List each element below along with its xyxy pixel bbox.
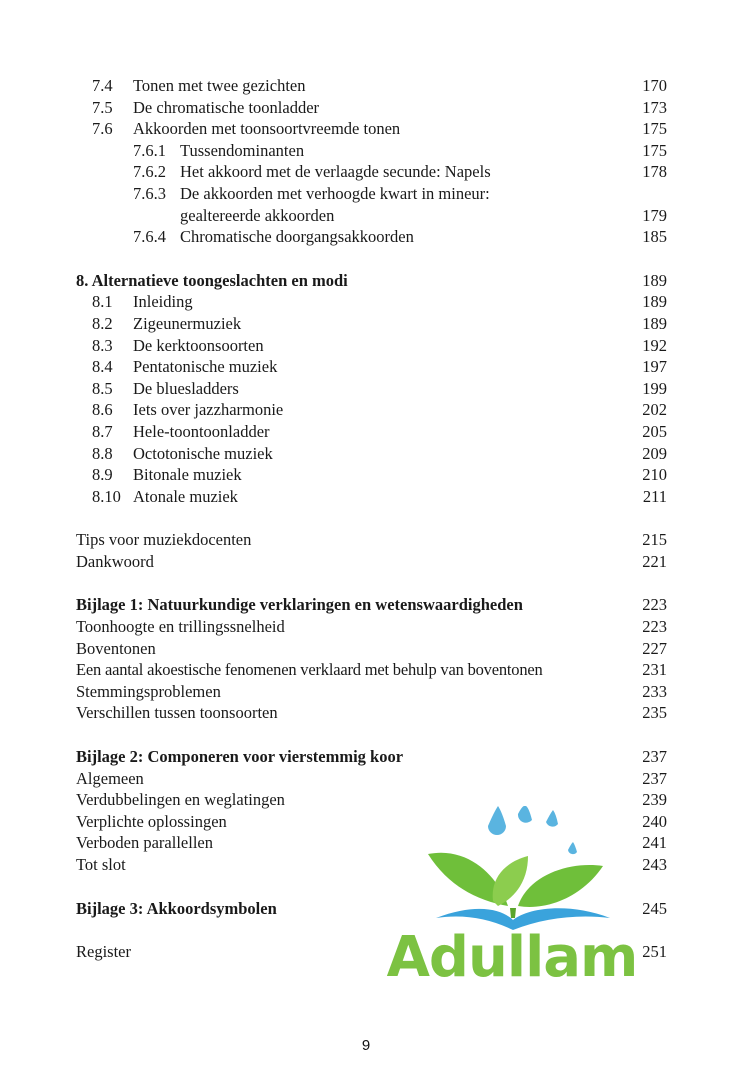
toc-entry-page: 237	[642, 747, 667, 767]
toc-entry	[0, 75, 732, 97]
chapter-heading	[0, 270, 732, 292]
toc-entry	[0, 161, 732, 183]
toc-entry-title: Stemmingsproblemen	[76, 681, 221, 701]
toc-entry	[0, 140, 732, 162]
toc-entry	[0, 356, 732, 378]
toc-entry-page: 175	[642, 140, 667, 160]
toc-entry-page: 170	[642, 76, 667, 95]
toc-entry	[0, 616, 732, 638]
toc-entry-page: 189	[642, 270, 667, 290]
toc-entry-page: 202	[642, 400, 667, 420]
toc-entry-page: 237	[642, 768, 667, 788]
toc-entry-number: 7.6	[92, 119, 113, 139]
toc-entry	[0, 97, 732, 119]
toc-entry	[0, 464, 732, 486]
toc-entry-number: 8.4	[92, 357, 113, 377]
toc-entry	[0, 529, 732, 551]
toc-entry-number: 7.5	[92, 97, 113, 117]
toc-entry-title: De bluesladders	[133, 378, 239, 398]
toc-entry	[0, 421, 732, 443]
toc-entry-title: Verdubbelingen en weglatingen	[76, 790, 285, 810]
toc-entry	[0, 335, 732, 357]
toc-entry-number: 7.6.4	[133, 227, 166, 247]
toc-entry-title: gealtereerde akkoorden	[180, 205, 335, 225]
logo-text: Adullam	[386, 925, 638, 990]
toc-entry-title: Zigeunermuziek	[133, 313, 242, 333]
toc-entry-page: 175	[642, 119, 667, 139]
toc-entry-title: Inleiding	[133, 292, 193, 312]
water-drop-icon	[488, 806, 506, 835]
toc-entry-number: 7.6.1	[133, 140, 166, 160]
toc-entry-page: 223	[642, 595, 667, 615]
toc-entry-number: 8.6	[92, 400, 113, 420]
toc-entry-page: 240	[642, 811, 667, 831]
toc-entry-page: 185	[642, 227, 667, 247]
toc-entry-title: Pentatonische muziek	[133, 357, 278, 377]
toc-entry-title: Akkoorden met toonsoortvreemde tonen	[133, 119, 401, 139]
toc-entry	[0, 486, 732, 508]
appendix-title: Bijlage 3: Akkoordsymbolen	[76, 898, 277, 918]
toc-entry	[0, 399, 732, 421]
toc-entry-page: 223	[642, 617, 667, 637]
toc-entry-title: Boventonen	[76, 638, 156, 658]
toc-entry	[0, 313, 732, 335]
toc-entry-page: 251	[642, 942, 667, 962]
toc-entry-number: 8.10	[92, 486, 121, 506]
toc-entry-page: 215	[642, 530, 667, 550]
toc-entry-page: 192	[642, 335, 667, 355]
toc-entry	[0, 226, 732, 248]
logo-graphic	[378, 806, 646, 936]
toc-entry-title: Chromatische doorgangsakkoorden	[180, 227, 414, 247]
toc-entry	[0, 183, 732, 205]
toc-entry	[0, 702, 732, 724]
toc-entry-page: 241	[642, 833, 667, 853]
toc-entry-title: Register	[76, 942, 131, 962]
toc-entry-title: Het akkoord met de verlaagde secunde: Napels	[180, 162, 491, 182]
water-drop-icon	[568, 842, 577, 854]
toc-entry-number: 8.2	[92, 313, 113, 333]
toc-entry-page: 189	[642, 292, 667, 312]
toc-entry-page: 179	[642, 205, 667, 225]
toc-entry-title: Tot slot	[76, 855, 126, 874]
toc-entry	[0, 443, 732, 465]
toc-entry	[0, 768, 732, 790]
adullam-logo	[378, 806, 646, 1001]
toc-entry-title: Tips voor muziekdocenten	[76, 530, 252, 550]
toc-entry-title: Dankwoord	[76, 551, 154, 571]
toc-entry-title: Hele-toontoonladder	[133, 421, 270, 441]
toc-entry-title: Toonhoogte en trillingssnelheid	[76, 617, 285, 637]
toc-entry-number: 8.3	[92, 335, 113, 355]
toc-entry	[0, 551, 732, 573]
toc-entry-page: 227	[642, 638, 667, 658]
toc-entry-page: 173	[642, 97, 667, 117]
toc-entry-page: 178	[642, 162, 667, 182]
appendix-heading	[0, 746, 732, 768]
toc-entry-page: 210	[642, 465, 667, 485]
toc-entry-title: Octotonische muziek	[133, 443, 273, 463]
toc-entry-page: 211	[642, 486, 667, 506]
toc-entry-number: 8.9	[92, 465, 113, 485]
toc-entry-page: 221	[642, 551, 667, 571]
toc-entry-number: 8.5	[92, 378, 113, 398]
toc-entry-title: De chromatische toonladder	[133, 97, 320, 117]
toc-entry-number: 8.7	[92, 421, 113, 441]
toc-entry-title: De kerktoonsoorten	[133, 335, 264, 355]
leaf-icon	[518, 865, 603, 907]
toc-entry-page: 233	[642, 681, 667, 701]
toc-entry-page: 189	[642, 313, 667, 333]
page-number: 9	[361, 1037, 371, 1054]
toc-entry-title: Een aantal akoestische fenomenen verklaard met behulp van boventonen	[76, 660, 543, 680]
toc-entry-number: 8.8	[92, 443, 113, 463]
toc-entry-number: 8.1	[92, 292, 113, 312]
toc-entry-page: 199	[642, 378, 667, 398]
toc-entry	[0, 659, 732, 681]
toc-entry-page: 243	[642, 855, 667, 874]
toc-entry-title: Verplichte oplossingen	[76, 811, 227, 831]
toc-entry-title: Iets over jazzharmonie	[133, 400, 284, 420]
toc-entry-number: 7.4	[92, 76, 113, 95]
chapter-title: 8. Alternatieve toongeslachten en modi	[76, 270, 348, 290]
appendix-heading	[0, 594, 732, 616]
toc-entry	[0, 291, 732, 313]
stem-icon	[510, 908, 516, 918]
toc-entry-page: 231	[642, 660, 667, 680]
toc-entry-number: 7.6.3	[133, 183, 166, 203]
toc-entry-number: 7.6.2	[133, 162, 166, 182]
toc-entry-title: Tonen met twee gezichten	[133, 76, 306, 95]
water-drop-icon	[518, 806, 532, 823]
toc-entry-title: Atonale muziek	[133, 486, 238, 506]
toc-entry-title: De akkoorden met verhoogde kwart in mineur:	[180, 183, 490, 203]
toc-entry-title: Tussendominanten	[180, 140, 305, 160]
toc-entry-title: Algemeen	[76, 768, 144, 788]
toc-entry-title: Verschillen tussen toonsoorten	[76, 703, 278, 723]
toc-entry-page: 239	[642, 790, 667, 810]
appendix-title: Bijlage 2: Componeren voor vierstemmig koor	[76, 747, 404, 767]
toc-entry-continuation	[0, 205, 732, 227]
toc-entry	[0, 681, 732, 703]
toc-entry	[0, 378, 732, 400]
toc-entry	[0, 118, 732, 140]
toc-entry-title: Bitonale muziek	[133, 465, 242, 485]
toc-entry-page: 197	[642, 357, 667, 377]
water-drop-icon	[546, 810, 558, 827]
toc-entry-page: 205	[642, 421, 667, 441]
toc-entry-page: 245	[642, 898, 667, 918]
appendix-title: Bijlage 1: Natuurkundige verklaringen en wetenswaardigheden	[76, 595, 523, 615]
toc-entry-title: Verboden parallellen	[76, 833, 213, 853]
toc-entry-page: 209	[642, 443, 667, 463]
toc-entry-page: 235	[642, 703, 667, 723]
toc-entry	[0, 638, 732, 660]
